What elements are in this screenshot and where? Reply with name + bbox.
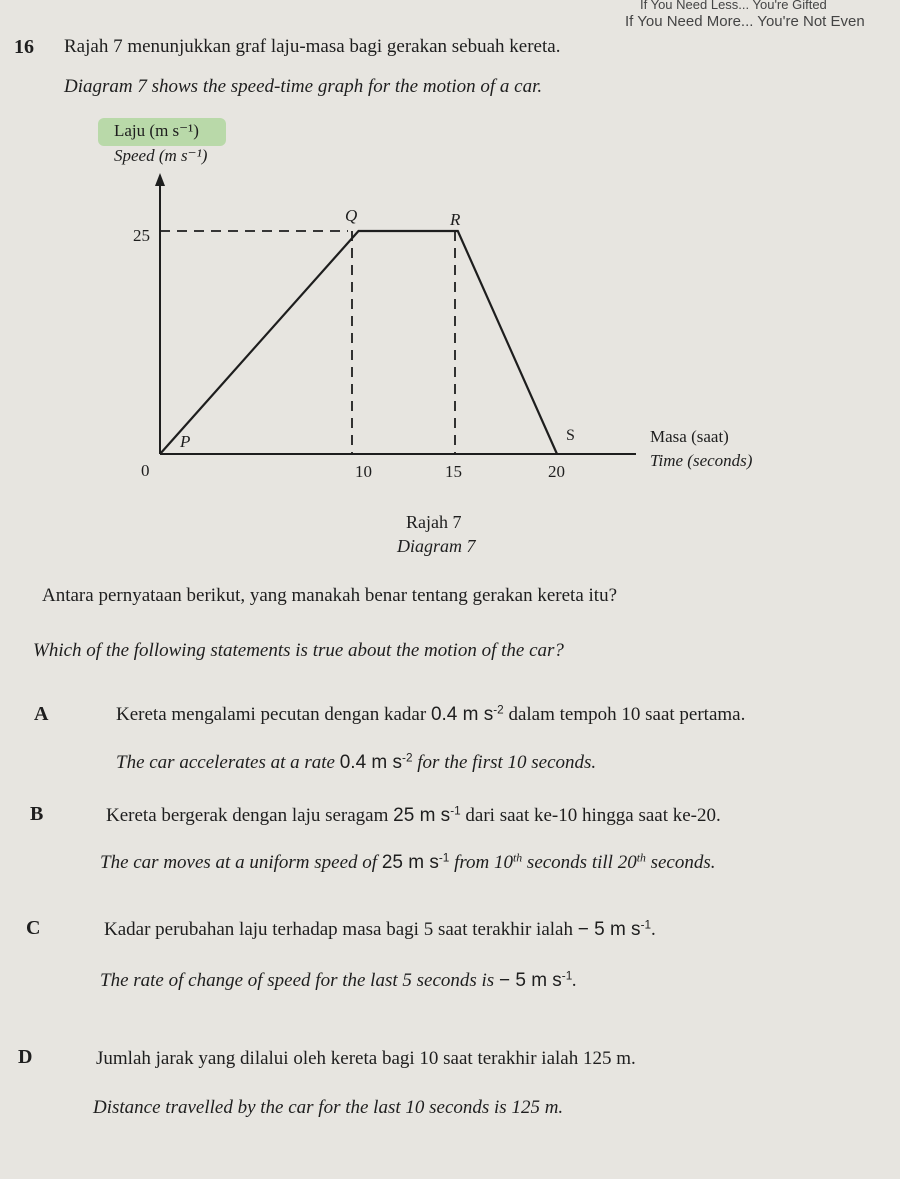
caption-ms: Rajah 7 (406, 512, 462, 532)
x-tick-20: 20 (548, 462, 565, 481)
x-tick-15: 15 (445, 462, 462, 481)
point-label-q: Q (345, 206, 358, 225)
y-axis-arrow (155, 173, 165, 186)
question-ask-ms: Antara pernyataan berikut, yang manakah benar tentang gerakan kereta itu? (42, 585, 618, 606)
question-stem-en: Diagram 7 shows the speed-time graph for the motion of a car. (64, 76, 543, 97)
option-a-text-ms[interactable]: Kereta mengalami pecutan dengan kadar 0.4 m $s^{-2}$ dalam tempoh 10 saat pertama. (116, 703, 746, 725)
option-b-text-ms[interactable]: Kereta bergerak dengan laju seragam 25 m $s^{-1}$ dari saat ke-10 hingga saat ke-20. (106, 804, 721, 826)
header-line-2: If You Need More... You're Not Even (625, 13, 865, 30)
y-tick-25: 25 (133, 226, 150, 245)
caption-en: Diagram 7 (397, 536, 476, 556)
question-ask-en: Which of the following statements is true about the motion of the car? (33, 640, 564, 661)
option-d-text-en[interactable]: Distance travelled by the car for the last 10 seconds is 125 m. (93, 1097, 564, 1118)
header-line-1: If You Need Less... You're Gifted (640, 0, 827, 12)
question-number: 16 (14, 36, 34, 58)
question-stem-ms: Rajah 7 menunjukkan graf laju-masa bagi gerakan sebuah kereta. (64, 36, 561, 57)
option-a-letter[interactable]: A (34, 703, 49, 725)
origin-label: 0 (141, 461, 150, 480)
y-axis-label-en: Speed (m s⁻¹) (114, 146, 208, 165)
speed-time-graph (0, 0, 900, 560)
point-label-r: R (450, 210, 461, 229)
option-d-letter[interactable]: D (18, 1046, 33, 1068)
point-label-s: S (566, 427, 575, 444)
x-tick-10: 10 (355, 462, 372, 481)
option-b-text-en[interactable]: The car moves at a uniform speed of 25 m $s^{-1}$ from 10th seconds till 20th seconds. (100, 851, 716, 873)
option-c-text-ms[interactable]: Kadar perubahan laju terhadap masa bagi 5 saat terakhir ialah − 5 m $s^{-1}$. (104, 918, 656, 940)
speed-time-line (160, 231, 557, 454)
point-label-p: P (180, 432, 191, 451)
option-d-text-ms[interactable]: Jumlah jarak yang dilalui oleh kereta bagi 10 saat terakhir ialah 125 m. (96, 1048, 636, 1069)
option-c-letter[interactable]: C (26, 917, 41, 939)
y-axis-label-ms: Laju (m s⁻¹) (114, 121, 199, 140)
x-axis-label-ms: Masa (saat) (650, 427, 729, 446)
option-b-letter[interactable]: B (30, 803, 44, 825)
option-a-text-en[interactable]: The car accelerates at a rate 0.4 m $s^{-2}$ for the first 10 seconds. (116, 751, 597, 773)
x-axis-label-en: Time (seconds) (650, 451, 753, 470)
option-c-text-en[interactable]: The rate of change of speed for the last 5 seconds is − 5 m $s^{-1}$. (100, 969, 578, 991)
